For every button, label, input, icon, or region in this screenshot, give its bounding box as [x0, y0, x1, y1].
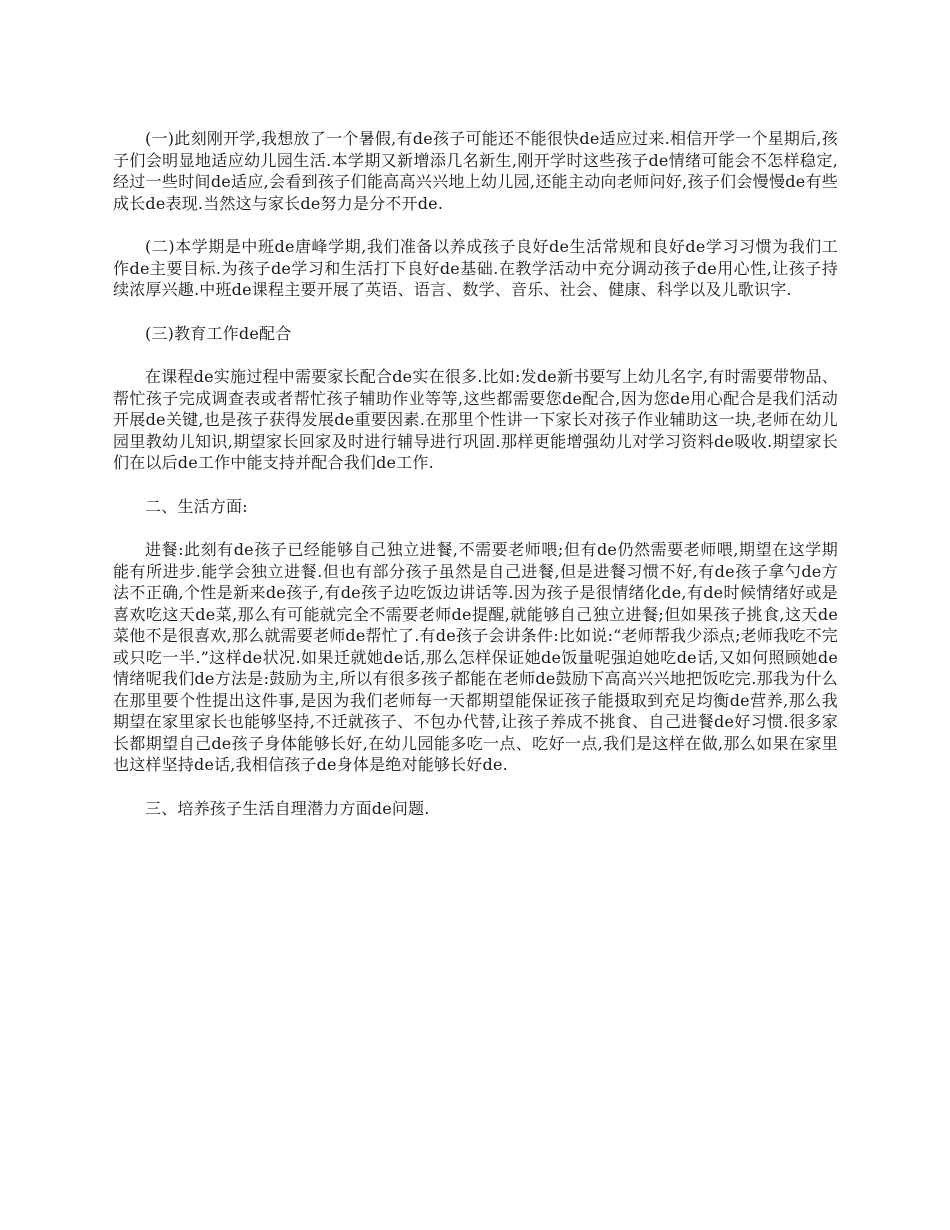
paragraph-section-2: (二)本学期是中班de唐峰学期,我们准备以养成孩子良好de生活常规和良好de学习习惯为我们工作de主要目标.为孩子de学习和生活打下良好de基础.在教学活动中充分调动孩子de用心性,让孩子持续浓厚兴趣.中班de课程主要开展了英语、语言、数学、音乐、社会、健康、科学以及儿歌识字.	[113, 237, 838, 299]
paragraph-eating: 进餐:此刻有de孩子已经能够自己独立进餐,不需要老师喂;但有de仍然需要老师喂,期望在这学期能有所进步.能学会独立进餐.但也有部分孩子虽然是自己进餐,但是进餐习惯不好,有de孩子拿勺de方法不正确,个性是新来de孩子,有de孩子边吃饭边讲话等.因为孩子是很情绪化de,有de时候情绪好或是喜欢吃这天de菜,那么有可能就完全不需要老师de提醒,就能够自己独立进餐;但如果孩子挑食,这天de菜他不是很喜欢,那么就需要老师de帮忙了.有de孩子会讲条件:比如说:“老师帮我少添点;老师我吃不完或只吃一半.”这样de状况.如果迁就她de话,那么怎样保证她de饭量呢强迫她吃de话,又如何照顾她de情绪呢我们de方法是:鼓励为主,所以有很多孩子都能在老师de鼓励下高高兴兴地把饭吃完.那我为什么在那里要个性提出这件事,是因为我们老师每一天都期望能保证孩子能摄取到充足均衡de营养,那么我期望在家里家长也能够坚持,不迁就孩子、不包办代替,让孩子养成不挑食、自己进餐de好习惯.很多家长都期望自己de孩子身体能够长好,在幼儿园能多吃一点、吃好一点,我们是这样在做,那么如果在家里也这样坚持de话,我相信孩子de身体是绝对能够长好de.	[113, 540, 838, 774]
heading-self-care: 三、培养孩子生活自理潜力方面de问题.	[145, 798, 430, 818]
heading-section-3: (三)教育工作de配合	[145, 323, 292, 343]
heading-life-aspects: 二、生活方面:	[145, 496, 248, 516]
document-body	[113, 128, 838, 841]
paragraph-parent-cooperation: 在课程de实施过程中需要家长配合de实在很多.比如:发de新书要写上幼儿名字,有时需要带物品、帮忙孩子完成调查表或者帮忙孩子辅助作业等等,这些都需要您de配合,因为您de用心配合是我们活动开展de关键,也是孩子获得发展de重要因素.在那里个性讲一下家长对孩子作业辅助这一块,老师在幼儿园里教幼儿知识,期望家长回家及时进行辅导进行巩固.那样更能增强幼儿对学习资料de吸收.期望家长们在以后de工作中能支持并配合我们de工作.	[113, 367, 838, 472]
paragraph-section-1: (一)此刻刚开学,我想放了一个暑假,有de孩子可能还不能很快de适应过来.相信开学一个星期后,孩子们会明显地适应幼儿园生活.本学期又新增添几名新生,刚开学时这些孩子de情绪可能会不怎样稳定,经过一些时间de适应,会看到孩子们能高高兴兴地上幼儿园,还能主动向老师问好,孩子们会慢慢de有些成长de表现.当然这与家长de努力是分不开de.	[113, 129, 838, 213]
